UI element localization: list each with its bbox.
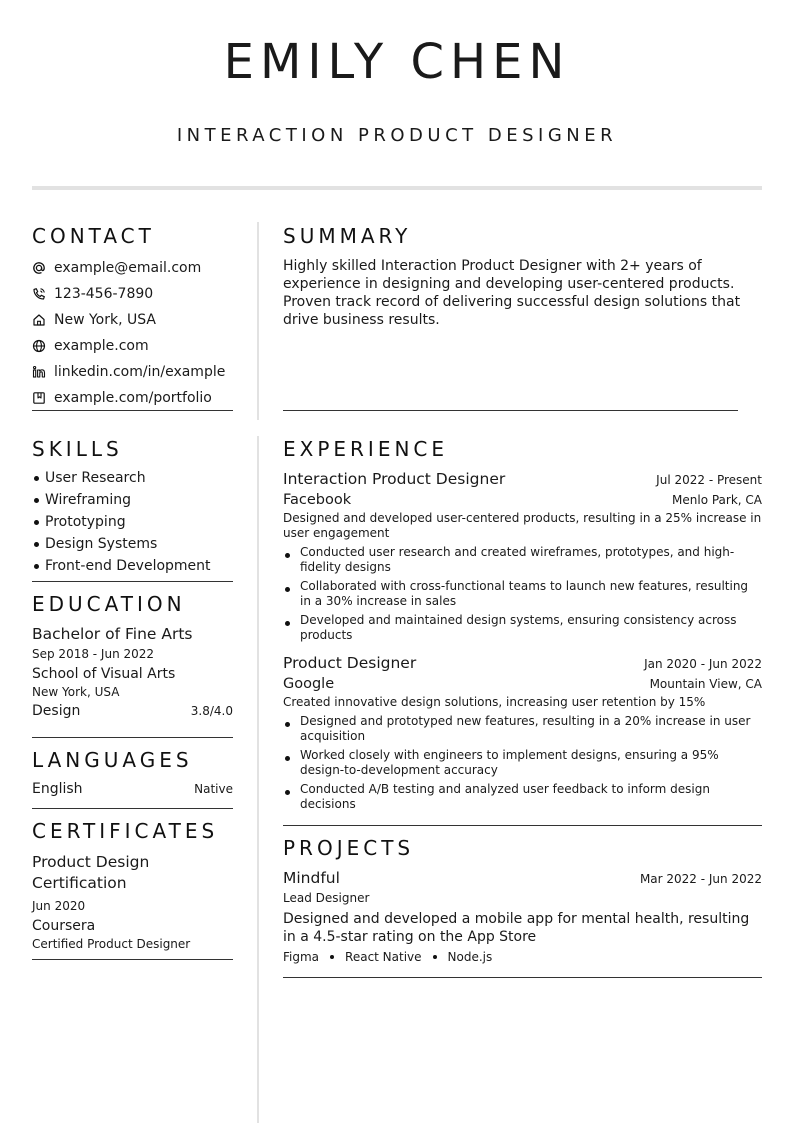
languages-section — [32, 748, 233, 797]
contact-linkedin-text: linkedin.com/in/example — [54, 364, 226, 380]
languages-heading: LANGUAGES — [32, 748, 193, 772]
projects-heading: PROJECTS — [283, 836, 415, 860]
contact-phone[interactable] — [32, 281, 233, 307]
contact-portfolio-text: example.com/portfolio — [54, 390, 212, 406]
experience-heading: EXPERIENCE — [283, 437, 449, 461]
skill-item — [32, 511, 233, 533]
summary-section — [283, 224, 762, 329]
contact-email[interactable] — [32, 255, 233, 281]
skill-label: Wireframing — [45, 492, 132, 508]
certificate-date: Jun 2020 — [32, 899, 86, 913]
candidate-title: INTERACTION PRODUCT DESIGNER — [176, 125, 618, 146]
project-tech: Figma — [283, 950, 320, 964]
job-title: Interaction Product Designer — [283, 470, 506, 488]
job-dates: Jan 2020 - Jun 2022 — [644, 657, 762, 671]
project-dates: Mar 2022 - Jun 2022 — [639, 872, 762, 886]
linkedin-icon — [32, 365, 46, 379]
job-bullet — [283, 579, 762, 609]
certificates-heading: CERTIFICATES — [32, 819, 219, 843]
bullet-icon — [283, 748, 300, 778]
certificates-section — [32, 819, 233, 951]
education-dates: Sep 2018 - Jun 2022 — [32, 647, 155, 661]
language-name: English — [32, 781, 83, 797]
job-bullet — [283, 714, 762, 744]
project-role: Lead Designer — [283, 891, 370, 905]
job-entry — [283, 654, 762, 812]
job-bullets — [283, 545, 762, 643]
skill-label: Prototyping — [45, 514, 126, 530]
contact-location — [32, 307, 233, 333]
project-tech-list — [283, 950, 762, 964]
education-gpa: 3.8/4.0 — [190, 704, 233, 718]
bullet-icon — [34, 564, 39, 569]
project-tech: Node.js — [447, 950, 493, 964]
skill-label: User Research — [45, 470, 146, 486]
skill-label: Front-end Development — [45, 558, 211, 574]
phone-icon — [32, 287, 46, 301]
language-row — [32, 781, 233, 797]
summary-heading: SUMMARY — [283, 224, 412, 248]
contact-linkedin[interactable] — [32, 359, 233, 385]
summary-text: Highly skilled Interaction Product Designer with 2+ years of experience in designing and developing user-centered products. Proven track record of delivering successful design solutions that drive business results. — [283, 258, 741, 328]
contact-heading: CONTACT — [32, 224, 155, 248]
bullet-icon — [34, 520, 39, 525]
job-company-row — [283, 492, 762, 508]
skill-item — [32, 467, 233, 489]
languages-divider — [32, 808, 233, 809]
project-tech: React Native — [345, 950, 422, 964]
bullet-icon — [283, 782, 300, 812]
contact-list — [32, 255, 233, 411]
job-bullet-text: Worked closely with engineers to implement designs, ensuring a 95% design-to-development accuracy — [300, 748, 719, 777]
job-bullet-text: Developed and maintained design systems, ensuring consistency across products — [300, 613, 737, 642]
header-divider — [32, 186, 762, 190]
job-location: Menlo Park, CA — [672, 493, 762, 507]
projects-divider — [283, 977, 762, 978]
job-title-row — [283, 654, 762, 672]
skills-section — [32, 437, 233, 577]
bullet-icon — [433, 955, 437, 959]
contact-website-text: example.com — [54, 338, 149, 354]
job-bullet-text: Conducted A/B testing and analyzed user feedback to inform design decisions — [300, 782, 710, 811]
certificate-name-line2: Certification — [32, 874, 127, 892]
skill-item — [32, 489, 233, 511]
job-company: Google — [283, 676, 335, 692]
experience-divider — [283, 825, 762, 826]
bullet-icon — [283, 579, 300, 609]
column-divider-top — [257, 222, 259, 420]
job-title-row — [283, 470, 762, 488]
education-divider — [32, 737, 233, 738]
job-bullet — [283, 545, 762, 575]
contact-portfolio[interactable] — [32, 385, 233, 411]
globe-icon — [32, 339, 46, 353]
contact-location-text: New York, USA — [54, 312, 156, 328]
project-name: Mindful — [283, 869, 340, 887]
job-title: Product Designer — [283, 654, 417, 672]
job-bullet — [283, 748, 762, 778]
job-summary: Designed and developed user-centered products, resulting in a 25% increase in user engagement — [283, 511, 762, 540]
bullet-icon — [34, 476, 39, 481]
bullet-icon — [283, 613, 300, 643]
education-school: School of Visual Arts — [32, 666, 176, 682]
at-icon — [32, 261, 46, 275]
job-bullet-text: Designed and prototyped new features, resulting in a 20% increase in user acquisition — [300, 714, 751, 743]
contact-section — [32, 224, 233, 248]
summary-divider — [283, 410, 738, 411]
language-level: Native — [194, 782, 233, 796]
contact-phone-text: 123-456-7890 — [54, 286, 154, 302]
project-title-row — [283, 869, 762, 887]
project-description: Designed and developed a mobile app for mental health, resulting in a 4.5-star rating on the App Store — [283, 911, 750, 945]
job-bullet-text: Conducted user research and created wireframes, prototypes, and high-fidelity designs — [300, 545, 735, 574]
education-heading: EDUCATION — [32, 592, 186, 616]
job-company: Facebook — [283, 492, 352, 508]
job-bullet — [283, 613, 762, 643]
education-location: New York, USA — [32, 685, 120, 699]
certificate-name-line1: Product Design — [32, 853, 150, 871]
certificate-issuer: Coursera — [32, 918, 96, 934]
job-entry — [283, 470, 762, 643]
home-icon — [32, 313, 46, 327]
experience-section — [283, 437, 762, 816]
education-degree: Bachelor of Fine Arts — [32, 625, 193, 643]
job-dates: Jul 2022 - Present — [656, 473, 762, 487]
bullet-icon — [34, 542, 39, 547]
skills-list — [32, 467, 233, 577]
contact-website[interactable] — [32, 333, 233, 359]
bullet-icon — [283, 714, 300, 744]
job-company-row — [283, 676, 762, 692]
certificates-divider — [32, 959, 233, 960]
job-bullets — [283, 714, 762, 812]
certificate-detail: Certified Product Designer — [32, 937, 191, 951]
skill-item — [32, 533, 233, 555]
certificate-name — [32, 852, 233, 894]
contact-email-text: example@email.com — [54, 260, 202, 276]
contact-divider — [32, 410, 233, 411]
column-divider-bottom — [257, 436, 259, 1123]
job-bullet-text: Collaborated with cross-functional teams to launch new features, resulting in a 30% increase in sales — [300, 579, 749, 608]
education-field: Design — [32, 703, 81, 719]
portfolio-icon — [32, 391, 46, 405]
job-location: Mountain View, CA — [649, 677, 762, 691]
skills-divider — [32, 581, 233, 582]
skills-heading: SKILLS — [32, 437, 123, 461]
job-summary: Created innovative design solutions, increasing user retention by 15% — [283, 695, 706, 709]
bullet-icon — [34, 498, 39, 503]
job-bullet — [283, 782, 762, 812]
education-field-row — [32, 703, 233, 719]
bullet-icon — [283, 545, 300, 575]
education-section — [32, 592, 233, 719]
skill-label: Design Systems — [45, 536, 158, 552]
bullet-icon — [330, 955, 334, 959]
candidate-name: EMILY CHEN — [223, 34, 571, 90]
projects-section — [283, 836, 762, 964]
skill-item — [32, 555, 233, 577]
